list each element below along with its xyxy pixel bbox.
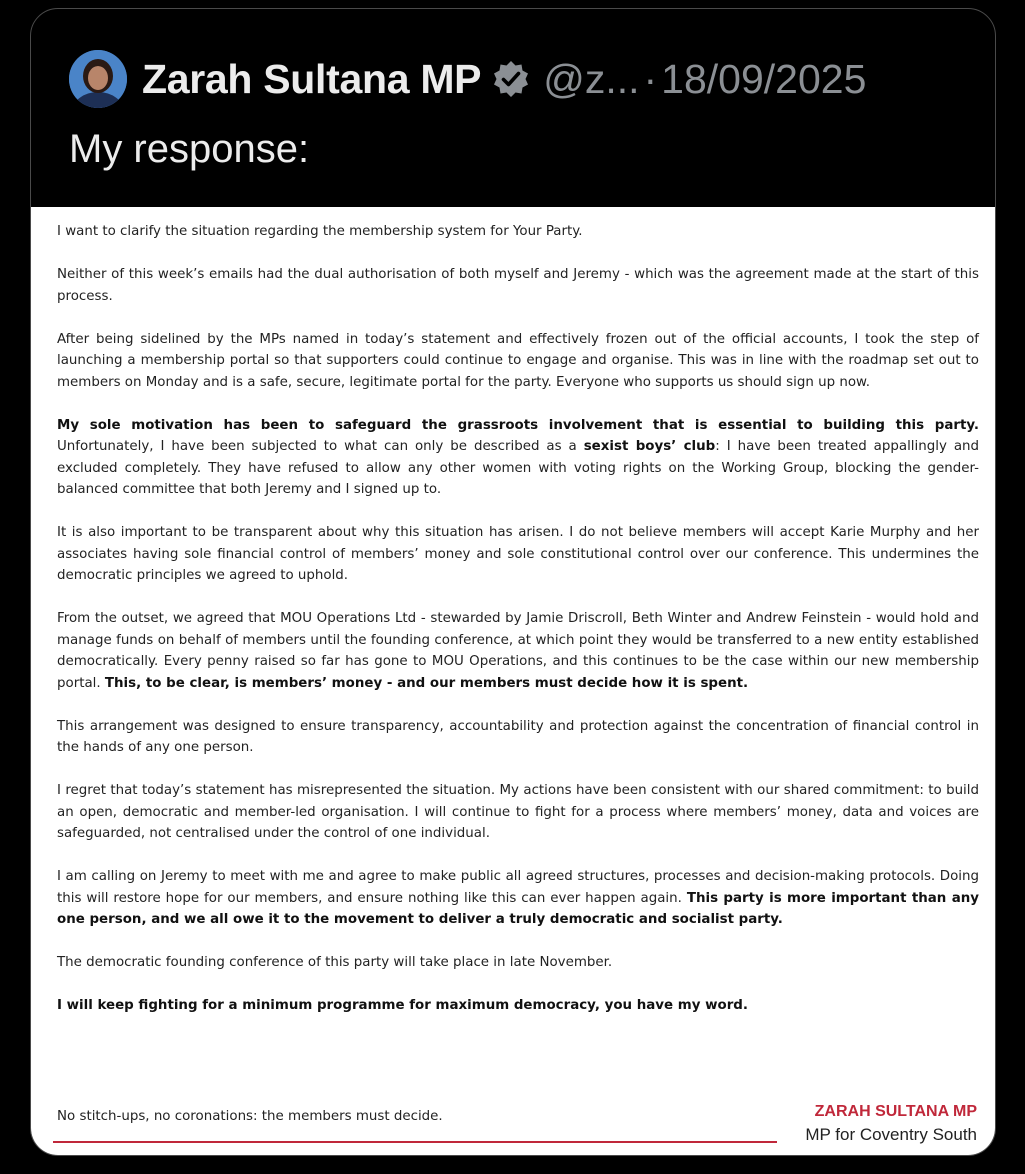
statement-paragraph: Neither of this week’s emails had the dual authorisation of both myself and Jeremy - which was the agreement made at the start of this process. (57, 267, 979, 304)
avatar[interactable] (69, 50, 127, 108)
post-text: My response: (69, 127, 310, 171)
text-run: : I have been treated appallingly and excluded completely. They have refused to allow any other women with voting rights on the Working Group, blocking the gender-balanced committee that both Jeremy and I signed up to. (57, 439, 980, 497)
text-run: I am calling on Jeremy to meet with me and agree to make public all agreed structures, processes and decision-making protocols. Doing this will restore hope for our members, and ensure nothing like this can ever happen again. (57, 869, 979, 906)
bold-text: My sole motivation has been to safeguard the grassroots involvement that is essential to building this party. (57, 417, 979, 433)
statement-image[interactable] (31, 207, 996, 1156)
text-run: From the outset, we agreed that MOU Operations Ltd - stewarded by Jamie Driscroll, Beth Winter and Andrew Feinstein - would hold and manage funds on behalf of members until the founding conference, at which point they would be transferred to a new entity established democratically. Every penny raised so far has gone to MOU Operations, and this continues to be the case within our new membership portal. (57, 611, 979, 691)
statement-paragraph: I want to clarify the situation regarding the membership system for Your Party. (57, 224, 583, 239)
signature-name: ZARAH SULTANA MP (814, 1103, 977, 1120)
statement-body (57, 221, 979, 1038)
author-handle[interactable]: @z... (543, 55, 640, 102)
verified-badge-icon (491, 59, 531, 99)
post-date[interactable]: 18/09/2025 (661, 55, 867, 102)
signature-title: MP for Coventry South (805, 1125, 977, 1144)
post-card[interactable] (30, 8, 996, 1156)
statement-paragraph: The democratic founding conference of this party will take place in late November. (57, 955, 613, 970)
statement-paragraph (57, 608, 979, 694)
statement-paragraph: After being sidelined by the MPs named in today’s statement and effectively frozen out of the official accounts, I took the step of launching a membership portal so that supporters could continue to engage and organise. This was in line with the roadmap set out to members on Monday and is a safe, secure, legitimate portal for the party. Everyone who supports us should sign up now. (57, 331, 979, 390)
separator-dot: · (643, 55, 658, 102)
statement-paragraph (57, 415, 979, 501)
statement-paragraph: I regret that today’s statement has misrepresented the situation. My actions have been consistent with our shared commitment: to build an open, democratic and member-led organisation. I will continue to fight for a process where members’ money, data and voices are safeguarded, not centralised under the control of one individual. (57, 783, 979, 841)
statement-paragraph (57, 866, 979, 931)
bold-text: I will keep fighting for a minimum programme for maximum democracy, you have my word. (57, 998, 748, 1013)
signature-rule (53, 1141, 777, 1143)
bold-text: This party is more important than any one person, and we all owe it to the movement to deliver a truly democratic and socialist party. (57, 890, 979, 927)
bold-text: This, to be clear, is members’ money - and our members must decide how it is spent. (104, 675, 749, 691)
closing-line: No stitch-ups, no coronations: the members must decide. (57, 1109, 443, 1124)
text-run: Unfortunately, I have been subjected to what can only be described as a (57, 439, 584, 454)
statement-paragraph (57, 995, 979, 1017)
post-header (69, 49, 866, 109)
statement-paragraph: It is also important to be transparent about why this situation has arisen. I do not believe members will accept Karie Murphy and her associates having sole financial control of members’ money and sole constitutional control over our conference. This undermines the democratic principles we agreed to uphold. (57, 525, 979, 583)
author-name[interactable]: Zarah Sultana MP (142, 55, 482, 102)
bold-text: sexist boys’ club (583, 439, 716, 454)
statement-paragraph: This arrangement was designed to ensure transparency, accountability and protection against the concentration of financial control in the hands of any one person. (57, 718, 979, 755)
